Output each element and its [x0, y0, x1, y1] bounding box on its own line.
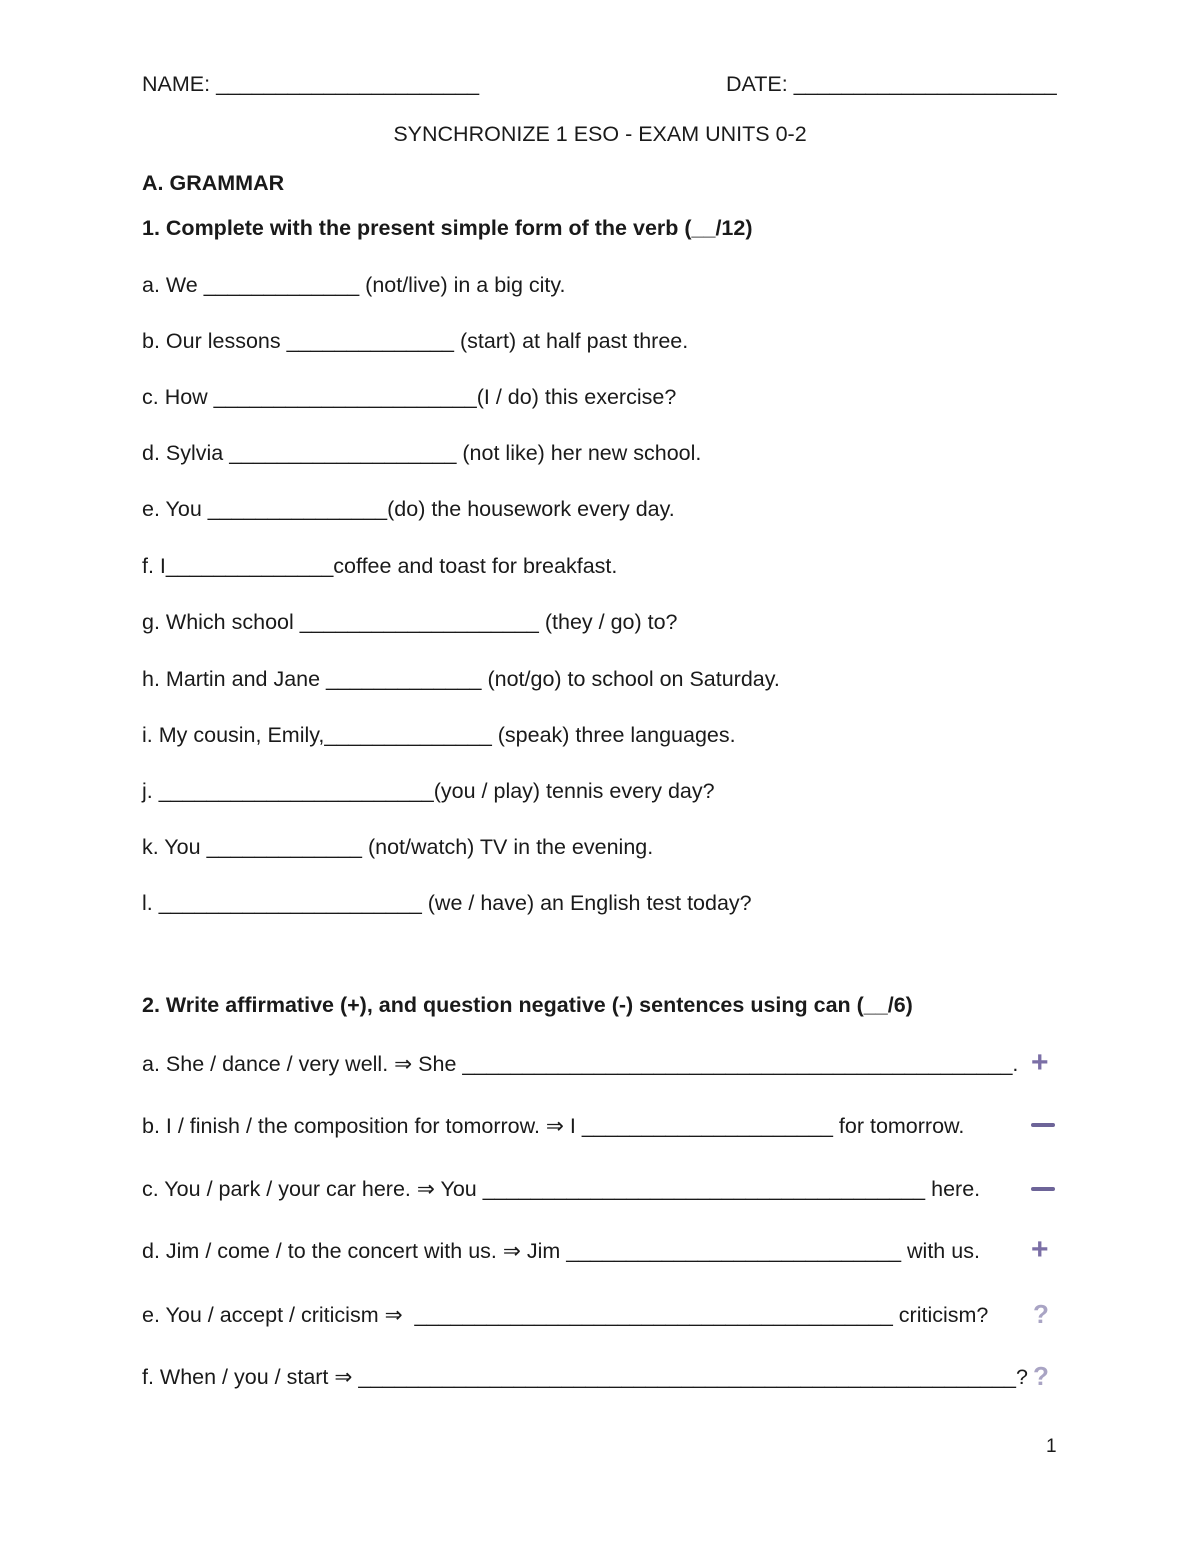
minus-sign-icon	[1031, 1123, 1055, 1127]
question-sign-icon: ?	[1033, 1361, 1049, 1391]
exam-title: SYNCHRONIZE 1 ESO - EXAM UNITS 0-2	[393, 122, 807, 146]
exercise1-item-l: l. ______________________ (we / have) an English test today?	[142, 891, 752, 915]
exercise2-item-a: a. She / dance / very well. ⇒ She ______________________________________________.	[142, 1052, 1019, 1076]
exercise1-item-b: b. Our lessons ______________ (start) at half past three.	[142, 329, 689, 353]
exercise1-item-k: k. You _____________ (not/watch) TV in the evening.	[142, 835, 654, 859]
page-number: 1	[1046, 1436, 1057, 1457]
exercise2-heading: 2. Write affirmative (+), and question negative (-) sentences using can (__/6)	[142, 993, 913, 1017]
name-field: NAME: ______________________	[142, 72, 480, 96]
exercise1-item-h: h. Martin and Jane _____________ (not/go) to school on Saturday.	[142, 667, 780, 691]
exercise1-item-j: j. _______________________(you / play) tennis every day?	[142, 779, 715, 803]
section-heading: A. GRAMMAR	[142, 171, 285, 195]
exercise1-item-g: g. Which school ____________________ (they / go) to?	[142, 610, 678, 634]
exercise2-item-e: e. You / accept / criticism ⇒ ________________________________________ criticism?	[142, 1303, 989, 1327]
exercise1-item-c: c. How ______________________(I / do) this exercise?	[142, 385, 677, 409]
exercise1-item-f: f. I______________coffee and toast for breakfast.	[142, 554, 618, 578]
minus-sign-icon	[1031, 1187, 1055, 1191]
plus-sign-icon: +	[1031, 1233, 1049, 1266]
plus-sign-icon: +	[1031, 1046, 1049, 1079]
exercise2-item-f: f. When / you / start ⇒ _______________________________________________________?	[142, 1365, 1028, 1389]
exercise1-item-i: i. My cousin, Emily,______________ (speak) three languages.	[142, 723, 736, 747]
date-field: DATE: ______________________	[726, 72, 1057, 96]
exercise1-item-a: a. We _____________ (not/live) in a big city.	[142, 273, 566, 297]
exercise2-item-d: d. Jim / come / to the concert with us. ⇒ Jim ____________________________ with us.	[142, 1239, 980, 1263]
exercise1-heading: 1. Complete with the present simple form of the verb (__/12)	[142, 216, 753, 240]
question-sign-icon: ?	[1033, 1299, 1049, 1329]
exercise2-item-b: b. I / finish / the composition for tomorrow. ⇒ I _____________________ for tomorrow.	[142, 1114, 965, 1138]
exercise1-item-e: e. You _______________(do) the housework every day.	[142, 497, 675, 521]
exercise2-item-c: c. You / park / your car here. ⇒ You _____________________________________ here.	[142, 1177, 981, 1201]
exercise1-item-d: d. Sylvia ___________________ (not like) her new school.	[142, 441, 702, 465]
